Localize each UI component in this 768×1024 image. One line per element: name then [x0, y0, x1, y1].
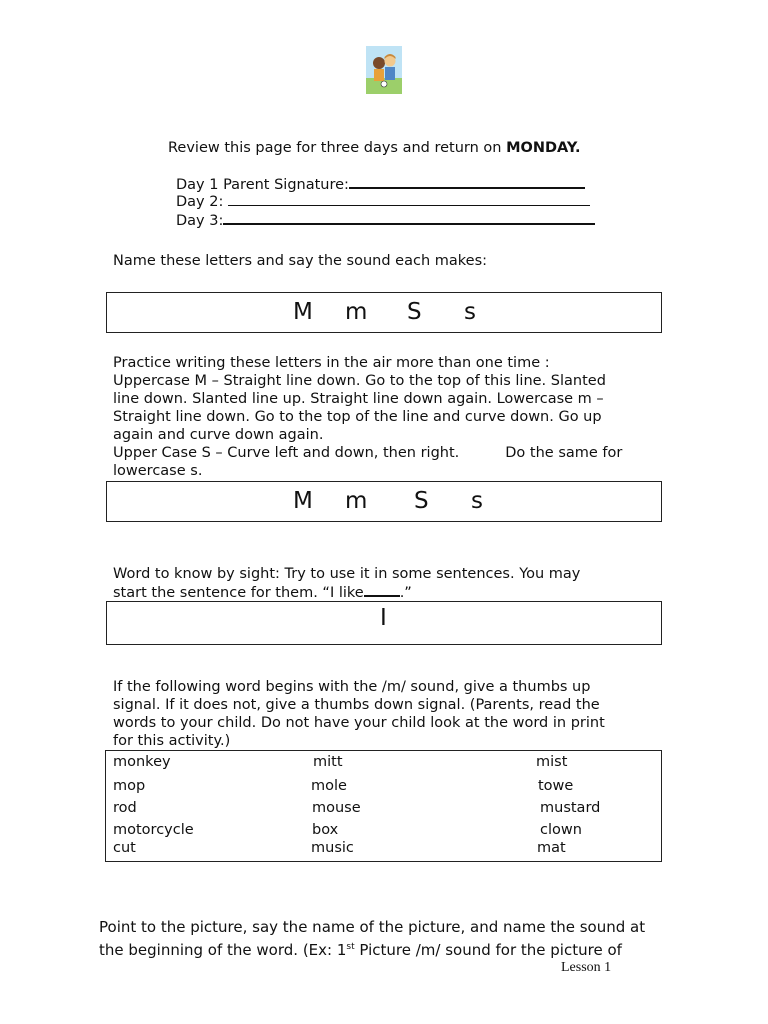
word-cell: mitt: [313, 754, 343, 770]
picture-line: Point to the picture, say the name of the picture, and name the sound at: [99, 918, 646, 936]
picture-line-suffix: Picture /m/ sound for the picture of: [354, 941, 622, 959]
instruction-text: Review this page for three days and return on: [168, 140, 507, 156]
ordinal-suffix: st: [346, 942, 355, 952]
word-cell: mouse: [312, 800, 361, 816]
signature-label: Day 2:: [176, 194, 228, 210]
fill-in-blank[interactable]: [364, 583, 400, 597]
thumbs-line: signal. If it does not, give a thumbs down signal. (Parents, read the: [113, 697, 600, 713]
practice-line: Straight line down. Go to the top of the line and curve down. Go up: [113, 409, 602, 425]
practice-line: again and curve down again.: [113, 427, 324, 443]
letter-upper-m: M: [293, 488, 313, 514]
practice-line: Uppercase M – Straight line down. Go to the top of this line. Slanted: [113, 373, 606, 389]
letter-upper-m: M: [293, 299, 313, 325]
kids-logo-image: [366, 46, 402, 94]
word-cell: mat: [537, 840, 566, 856]
practice-instructions: [113, 354, 653, 480]
signature-line[interactable]: [228, 193, 590, 206]
practice-line: line down. Slanted line up. Straight line down again. Lowercase m –: [113, 391, 604, 407]
letters-box-2: [106, 481, 662, 522]
letter-lower-m: m: [345, 299, 368, 325]
word-cell: motorcycle: [113, 822, 194, 838]
signature-line[interactable]: [223, 211, 595, 225]
sight-line: Word to know by sight: Try to use it in some sentences. You may: [113, 566, 581, 582]
letter-lower-s: s: [464, 299, 476, 325]
word-cell: mole: [311, 778, 347, 794]
picture-line-2: [99, 937, 659, 960]
thumbs-line: for this activity.): [113, 733, 231, 749]
thumbs-instructions: [113, 678, 653, 750]
signature-line[interactable]: [349, 175, 585, 189]
letters-box-1: [106, 292, 662, 333]
word-cell: rod: [113, 800, 137, 816]
sight-line-suffix: .”: [399, 585, 412, 601]
same-for-text: Do the same for: [505, 445, 623, 461]
letter-upper-s: S: [407, 299, 422, 325]
word-cell: mist: [536, 754, 568, 770]
signature-day3: [176, 211, 595, 230]
thumbs-line: words to your child. Do not have your child look at the word in print: [113, 715, 605, 731]
word-cell: mop: [113, 778, 146, 794]
word-list-box: [105, 750, 662, 862]
sight-word-box: [106, 601, 662, 645]
letters-prompt: Name these letters and say the sound each makes:: [113, 253, 488, 269]
word-cell: monkey: [113, 754, 171, 770]
sight-line-prefix: start the sentence for them. “I like: [113, 585, 364, 601]
practice-line-s: [113, 444, 653, 462]
signature-label: Day 3:: [176, 213, 224, 229]
review-instruction: [168, 139, 580, 157]
lesson-footer: Lesson 1: [561, 960, 612, 975]
word-cell: cut: [113, 840, 136, 856]
signature-label: Day 1 Parent Signature:: [176, 177, 349, 193]
word-cell: towe: [538, 778, 574, 794]
signature-day2: [176, 193, 590, 211]
letter-lower-m: m: [345, 488, 368, 514]
word-cell: music: [311, 840, 354, 856]
word-cell: clown: [540, 822, 582, 838]
return-day: MONDAY.: [506, 140, 581, 156]
signature-day1: [176, 175, 585, 194]
letter-lower-s: s: [471, 488, 483, 514]
letter-upper-s: S: [414, 488, 429, 514]
picture-instructions: [99, 917, 659, 960]
upper-s-text: Upper Case S – Curve left and down, then right.: [113, 445, 460, 461]
sight-line-2: [113, 583, 653, 602]
word-cell: mustard: [540, 800, 601, 816]
word-cell: box: [312, 822, 339, 838]
sight-word: I: [380, 605, 387, 631]
picture-line-prefix: the beginning of the word. (Ex: 1: [99, 941, 347, 959]
thumbs-line: If the following word begins with the /m/ sound, give a thumbs up: [113, 679, 591, 695]
practice-line: lowercase s.: [113, 463, 203, 479]
sight-word-instructions: [113, 565, 653, 602]
practice-line: Practice writing these letters in the air more than one time :: [113, 355, 550, 371]
